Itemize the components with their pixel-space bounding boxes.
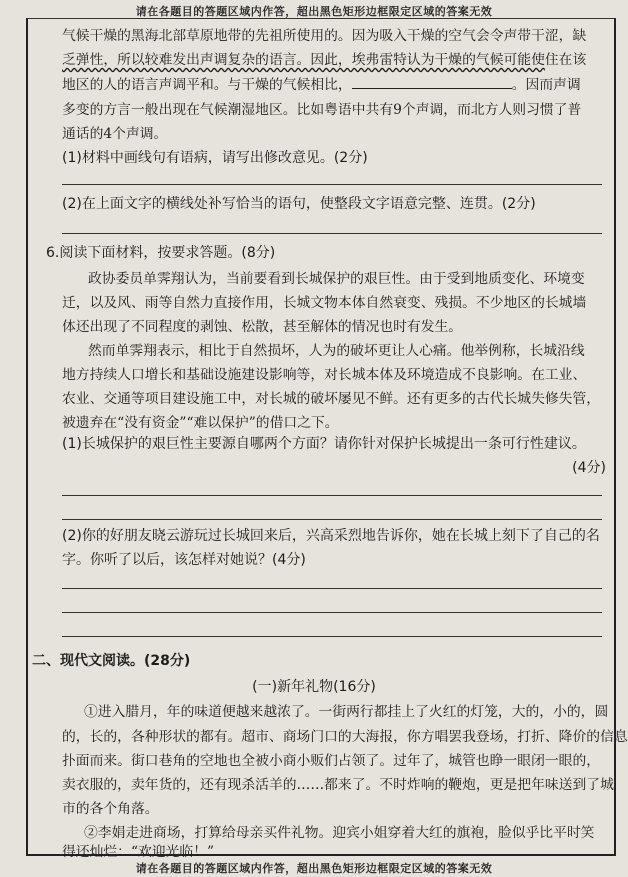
q5-line-3-tail: 。因而声调: [511, 77, 581, 93]
q6-sub1-answer-line-2[interactable]: [62, 519, 602, 520]
article-para1-line2: 的，长的，各种形状的都有。超市、商场门口的大海报，你方唱罢我登场，打折、降价的信息: [62, 729, 628, 745]
q5-line-5: 通话的4个声调。: [62, 126, 168, 142]
q5-line-2: [62, 48, 586, 68]
q6-sub2-prompt-line1: (2)你的好朋友晓云游玩过长城回来后，兴高采烈地告诉你，她在长城上刻下了自己的名: [62, 528, 600, 544]
q6-sub2-answer-line-2[interactable]: [62, 612, 602, 613]
q6-sub2-prompt-line2: 字。你听了以后，该怎样对她说？(4分): [62, 552, 306, 568]
header-notice: 请在各题目的答题区域内作答，超出黑色矩形边框限定区域的答案无效: [135, 5, 493, 18]
section-2-title: 二、现代文阅读。(28分): [32, 653, 191, 669]
q5-wavy-sentence: 乏弹性，所以较难发出声调复杂的语言。因此，埃弗雷特认为干燥的气候可能使: [62, 52, 545, 68]
q5-line-1: 气候干燥的黑海北部草原地带的先祖所使用的。因为吸入干燥的空气会令声带干涩，缺: [62, 28, 587, 44]
q6-title: 6.阅读下面材料，按要求答题。(8分): [46, 245, 276, 261]
q5-sub2-prompt: (2)在上面文字的横线处补写恰当的语句，使整段文字语意完整、连贯。(2分): [62, 196, 536, 212]
article-para2-line2: 得还灿烂：“欢迎光临！”: [62, 844, 215, 860]
q5-line-3-text: 地区的人的语言声调平和。与干燥的气候相比，: [62, 77, 352, 93]
q6-sub1-answer-line-1[interactable]: [62, 495, 602, 496]
q6-para1-line1: 政协委员单霁翔认为，当前要看到长城保护的艰巨性。由于受到地质变化、环境变: [88, 271, 585, 287]
q6-para1-line3: 体还出现了不同程度的剥蚀、松散，甚至解体的情况也时有发生。: [62, 319, 463, 335]
q5-fill-blank[interactable]: [352, 76, 512, 89]
q6-para2-line2: 地方持续人口增长和基础设施建设影响等，对长城本体及环境造成不良影响。在工业、: [62, 367, 587, 383]
q6-sub1-prompt: (1)长城保护的艰巨性主要源自哪两个方面？请你针对保护长城提出一条可行性建议。: [62, 436, 586, 452]
article-para1-line5: 市的各个角落。: [62, 801, 159, 817]
article-para2-line1: ②李娟走进商场，打算给母亲买件礼物。迎宾小姐穿着大红的旗袍，脸似乎比平时笑: [84, 825, 595, 841]
q6-para2-line1: 然而单霁翔表示，相比于自然损坏，人为的破坏更让人心痛。他举例称，长城沿线: [88, 343, 585, 359]
article-para1-line4: 卖衣服的，卖年货的，还有现杀活羊的……都来了。不时炸响的鞭炮，更是把年味送到了城: [62, 777, 614, 793]
article-para1-line3: 扑面而来。街口巷角的空地也全被小商小贩们占领了。过年了，城管也睁一眼闭一眼的，: [62, 753, 601, 769]
article-para1-line1: ①进入腊月，年的味道便越来越浓了。一街两行都挂上了火红的灯笼，大的，小的，圆: [84, 704, 609, 720]
q6-sub1-points: (4分): [572, 460, 606, 476]
q6-para2-line4: 被遗弃在“没有资金”“难以保护”的借口之下。: [62, 415, 339, 431]
q6-para1-line2: 迁，以及风、雨等自然力直接作用，长城文物本体自然衰变、残损。不少地区的长城墙: [62, 295, 587, 311]
q5-sub2-answer-line[interactable]: [62, 233, 602, 234]
q5-line-2-tail: 住在该: [544, 52, 587, 68]
q5-line-3: [62, 73, 581, 93]
q6-sub2-answer-line-3[interactable]: [62, 636, 602, 637]
article-title: (一)新年礼物(16分): [252, 679, 376, 695]
q5-line-4: 多变的方言一般出现在气候潮湿地区。比如粤语中共有9个声调，而北方人则习惯了普: [62, 102, 582, 118]
q5-sub1-answer-line[interactable]: [62, 184, 602, 185]
q6-para2-line3: 农业、交通等项目建设施工中，对长城的破坏屡见不鲜。还有更多的古代长城失修失管，: [62, 391, 601, 407]
q5-sub1-prompt: (1)材料中画线句有语病，请写出修改意见。(2分): [62, 150, 368, 166]
q6-sub2-answer-line-1[interactable]: [62, 588, 602, 589]
footer-notice: 请在各题目的答题区域内作答，超出黑色矩形边框限定区域的答案无效: [135, 862, 493, 875]
